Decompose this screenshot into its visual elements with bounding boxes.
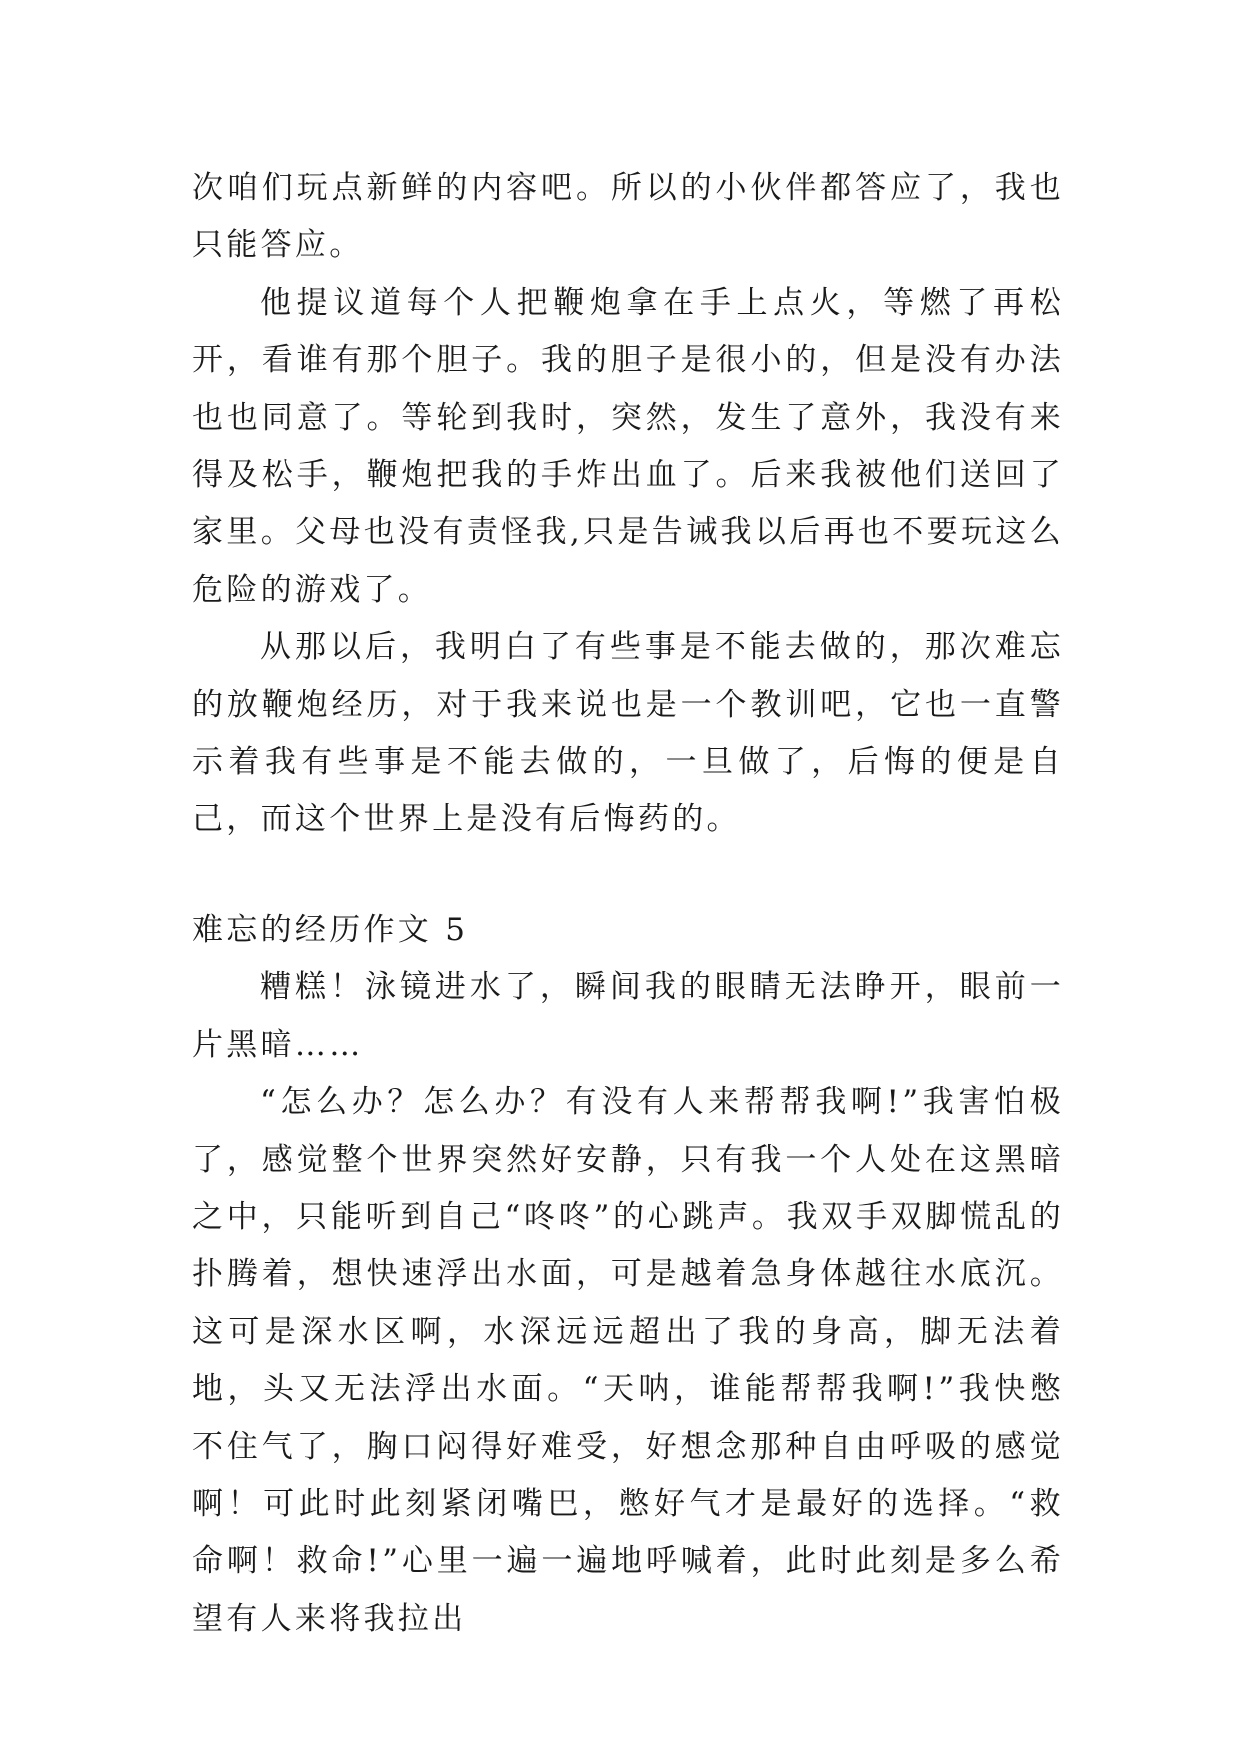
paragraph-goggles: 糟糕！泳镜进水了，瞬间我的眼睛无法睁开，眼前一片黑暗……	[192, 969, 1064, 1063]
section-title: 难忘的经历作文 5	[192, 911, 469, 948]
paragraph-deep-water: “怎么办？怎么办？有没有人来帮帮我啊!”我害怕极了，感觉整个世界突然好安静，只有我一个人处在这黑暗之中，只能听到自己“咚咚”的心跳声。我双手双脚慌乱的扑腾着，想快速浮出水面，可是越着急身体越往水底沉。这可是深水区啊，水深远远超出了我的身高，脚无法着地，头又无法浮出水面。“天呐，谁能帮帮我啊!”我快憋不住气了，胸口闷得好难受，好想念那种自由呼吸的感觉啊！可此时此刻紧闭嘴巴，憋好气才是最好的选择。“救命啊！救命!”心里一遍一遍地呼喊着，此时此刻是多么希望有人来将我拉出	[192, 1084, 1064, 1637]
document-page	[192, 160, 1064, 1648]
paragraph-lesson: 从那以后，我明白了有些事是不能去做的，那次难忘的放鞭炮经历，对于我来说也是一个教训吧，它也一直警示着我有些事是不能去做的，一旦做了，后悔的便是自己，而这个世界上是没有后悔药的。	[192, 629, 1064, 838]
paragraph-continuation: 次咱们玩点新鲜的内容吧。所以的小伙伴都答应了，我也只能答应。	[192, 170, 1064, 264]
paragraph-firecracker-dare: 他提议道每个人把鞭炮拿在手上点火，等燃了再松开，看谁有那个胆子。我的胆子是很小的，但是没有办法也也同意了。等轮到我时，突然，发生了意外，我没有来得及松手，鞭炮把我的手炸出血了。后来我被他们送回了家里。父母也没有责怪我,只是告诫我以后再也不要玩这么危险的游戏了。	[192, 284, 1064, 608]
